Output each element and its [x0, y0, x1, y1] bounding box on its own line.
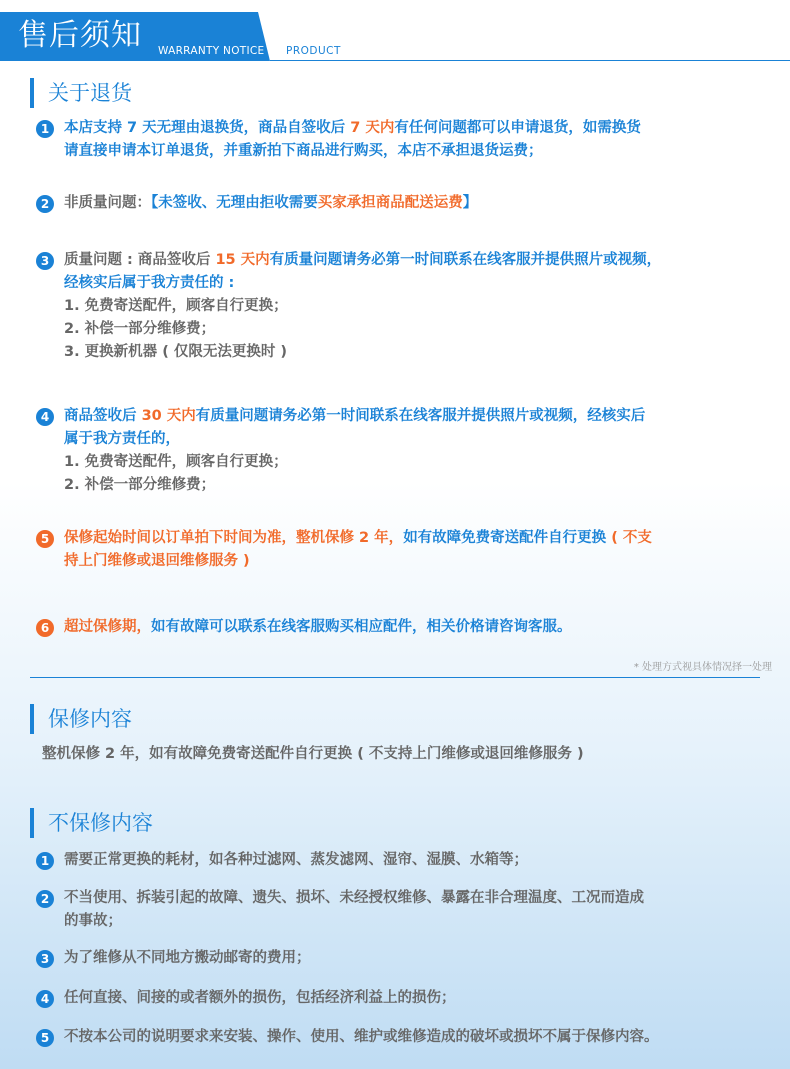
item-line: 经核实后属于我方责任的 :: [64, 275, 235, 291]
returns-item-5: [36, 527, 770, 573]
number-badge: 2: [36, 890, 54, 908]
footnote: * 处理方式视具体情况择一处理: [633, 662, 772, 673]
sub-item: 1. 免费寄送配件，顾客自行更换；: [64, 454, 288, 470]
section-title-returns: 关于退货: [30, 78, 132, 108]
highlight-text: 7 天内: [350, 120, 395, 136]
number-badge: 2: [36, 195, 54, 213]
number-badge: 1: [36, 852, 54, 870]
item-line: 持上门维修或退回维修服务 ): [64, 553, 250, 569]
nonwarranty-item-5: [36, 1026, 770, 1049]
returns-item-1: [36, 117, 770, 163]
sub-item: 2. 补偿一部分维修费；: [64, 477, 216, 493]
number-badge: 5: [36, 530, 54, 548]
header-rule: [270, 60, 790, 61]
item-line: 超过保修期，如有故障可以联系在线客服购买相应配件，相关价格请咨询客服。: [64, 619, 572, 635]
nonwarranty-item-4: [36, 987, 770, 1010]
number-badge: 3: [36, 950, 54, 968]
item-line: 不当使用、拆装引起的故障、遗失、损坏、未经授权维修、暴露在非合理温度、工况而造成: [64, 890, 644, 906]
section-title-nonwarranty: 不保修内容: [30, 808, 153, 838]
item-line: 非质量问题：【未签收、无理由拒收需要买家承担商品配送运费】: [64, 195, 478, 211]
item-line: 质量问题 : 商品签收后 15 天内有质量问题请务必第一时间联系在线客服并提供照片或视频，: [64, 252, 662, 268]
number-badge: 4: [36, 990, 54, 1008]
item-line: 不按本公司的说明要求来安装、操作、使用、维护或维修造成的破坏或损坏不属于保修内容。: [64, 1029, 659, 1045]
returns-item-2: [36, 192, 770, 215]
page-subtitle: WARRANTY NOTICE: [158, 45, 265, 57]
page-title: 售后须知: [18, 18, 142, 53]
nonwarranty-item-3: [36, 947, 770, 970]
highlight-text: 15 天内: [215, 252, 270, 268]
sub-item: 1. 免费寄送配件，顾客自行更换；: [64, 298, 288, 314]
number-badge: 1: [36, 120, 54, 138]
highlight-text: 30 天内: [141, 408, 196, 424]
page-tag: PRODUCT: [286, 45, 341, 57]
item-line: 需要正常更换的耗材，如各种过滤网、蒸发滤网、湿帘、湿膜、水箱等；: [64, 852, 528, 868]
item-line: 商品签收后 30 天内有质量问题请务必第一时间联系在线客服并提供照片或视频，经核实后: [64, 408, 646, 424]
number-badge: 3: [36, 252, 54, 270]
item-line: 保修起始时间以订单拍下时间为准，整机保修 2 年，如有故障免费寄送配件自行更换 ( 不支: [64, 530, 652, 546]
item-line: 为了维修从不同地方搬动邮寄的费用；: [64, 950, 311, 966]
number-badge: 6: [36, 619, 54, 637]
sub-item: 2. 补偿一部分维修费；: [64, 321, 216, 337]
returns-item-6: [36, 616, 770, 639]
item-line: 本店支持 7 天无理由退换货，商品自签收后 7 天内有任何问题都可以申请退货，如需换货: [64, 120, 641, 136]
item-line: 的事故；: [64, 913, 122, 929]
number-badge: 5: [36, 1029, 54, 1047]
warranty-text: 整机保修 2 年，如有故障免费寄送配件自行更换 ( 不支持上门维修或退回维修服务 ): [42, 746, 584, 762]
item-line: 任何直接、间接的或者额外的损伤，包括经济利益上的损伤；: [64, 990, 456, 1006]
item-line: 属于我方责任的，: [64, 431, 180, 447]
sub-item: 3. 更换新机器 ( 仅限无法更换时 ): [64, 344, 288, 360]
highlight-text: 买家承担商品配送运费: [317, 195, 463, 211]
section-divider: [30, 677, 760, 678]
nonwarranty-item-2: [36, 887, 770, 933]
section-title-warranty: 保修内容: [30, 704, 132, 734]
returns-item-4: [36, 405, 770, 497]
nonwarranty-item-1: [36, 849, 770, 872]
item-line: 请直接申请本订单退货，并重新拍下商品进行购买，本店不承担退货运费；: [64, 143, 543, 159]
number-badge: 4: [36, 408, 54, 426]
returns-item-3: [36, 249, 770, 364]
